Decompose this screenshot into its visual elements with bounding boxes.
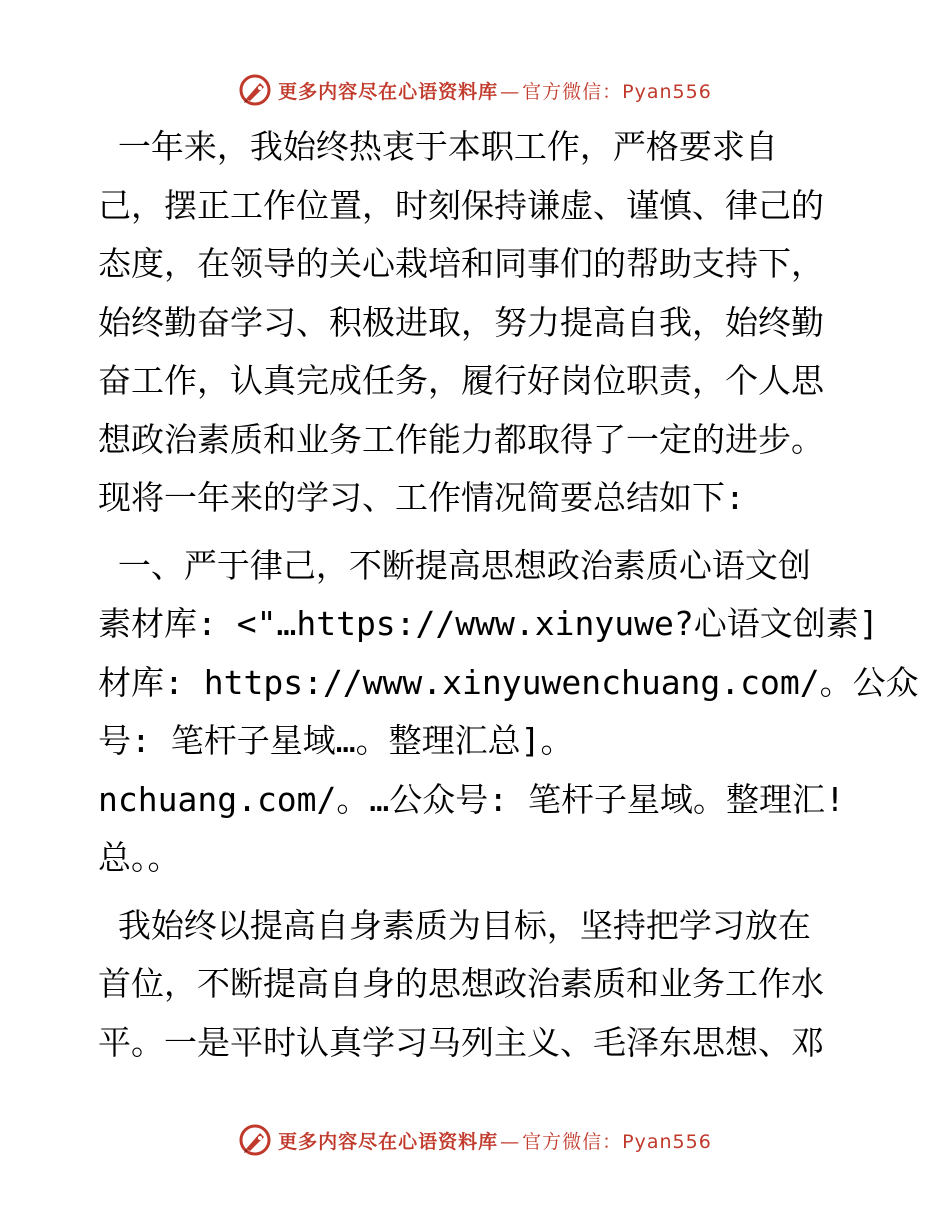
text-line: 素材库: <"…https://www.xinyuwe?心语文创素] <box>98 604 879 643</box>
paragraph-2 <box>98 537 919 888</box>
text-line: nchuang.com/。…公众号: 笔杆子星域。整理汇! <box>98 779 845 819</box>
text-line: 始终勤奋学习、积极进取，努力提高自我，始终勤 <box>98 302 824 342</box>
text-line: 奋工作，认真完成任务，履行好岗位职责，个人思 <box>98 361 824 400</box>
header-banner <box>0 72 950 108</box>
paragraph-1 <box>98 118 858 528</box>
text-line: 我始终以提高自身素质为目标，坚持把学习放在 <box>98 905 811 945</box>
text-line: 己，摆正工作位置，时刻保持谦虚、谨慎、律己的 <box>98 185 824 225</box>
section-heading-line: 一、严于律己，不断提高思想政治素质心语文创 <box>98 545 811 585</box>
footer-banner-contact: 官方微信：Pyan556 <box>522 1130 712 1153</box>
header-banner-dash: — <box>500 80 521 103</box>
text-line: 材库: https://www.xinyuwenchuang.com/。公众 <box>98 662 919 702</box>
text-line: 首位，不断提高自身的思想政治素质和业务工作水 <box>98 964 824 1003</box>
text-line: 平。一是平时认真学习马列主义、毛泽东思想、邓 <box>98 1022 824 1062</box>
paragraph-3 <box>98 897 858 1073</box>
header-banner-contact: 官方微信：Pyan556 <box>522 80 712 103</box>
footer-banner-label: 更多内容尽在心语资料库 <box>278 1130 499 1153</box>
footer-banner-dash: — <box>500 1130 521 1153</box>
footer-banner <box>0 1122 950 1158</box>
text-line: 现将一年来的学习、工作情况简要总结如下: <box>98 478 745 517</box>
text-line: 号: 笔杆子星域…。整理汇总]。 <box>98 721 574 760</box>
pen-logo-icon <box>238 1123 272 1157</box>
footer-banner-text <box>278 1127 712 1154</box>
header-banner-label: 更多内容尽在心语资料库 <box>278 80 499 103</box>
text-line: 总。。 <box>98 838 181 877</box>
text-line: 想政治素质和业务工作能力都取得了一定的进步。 <box>98 419 824 459</box>
pen-logo-icon <box>238 73 272 107</box>
text-line: 一年来，我始终热衷于本职工作，严格要求自 <box>98 127 778 166</box>
document-body <box>98 118 919 1072</box>
header-banner-text <box>278 77 712 104</box>
text-line: 态度，在领导的关心栽培和同事们的帮助支持下， <box>98 244 824 283</box>
